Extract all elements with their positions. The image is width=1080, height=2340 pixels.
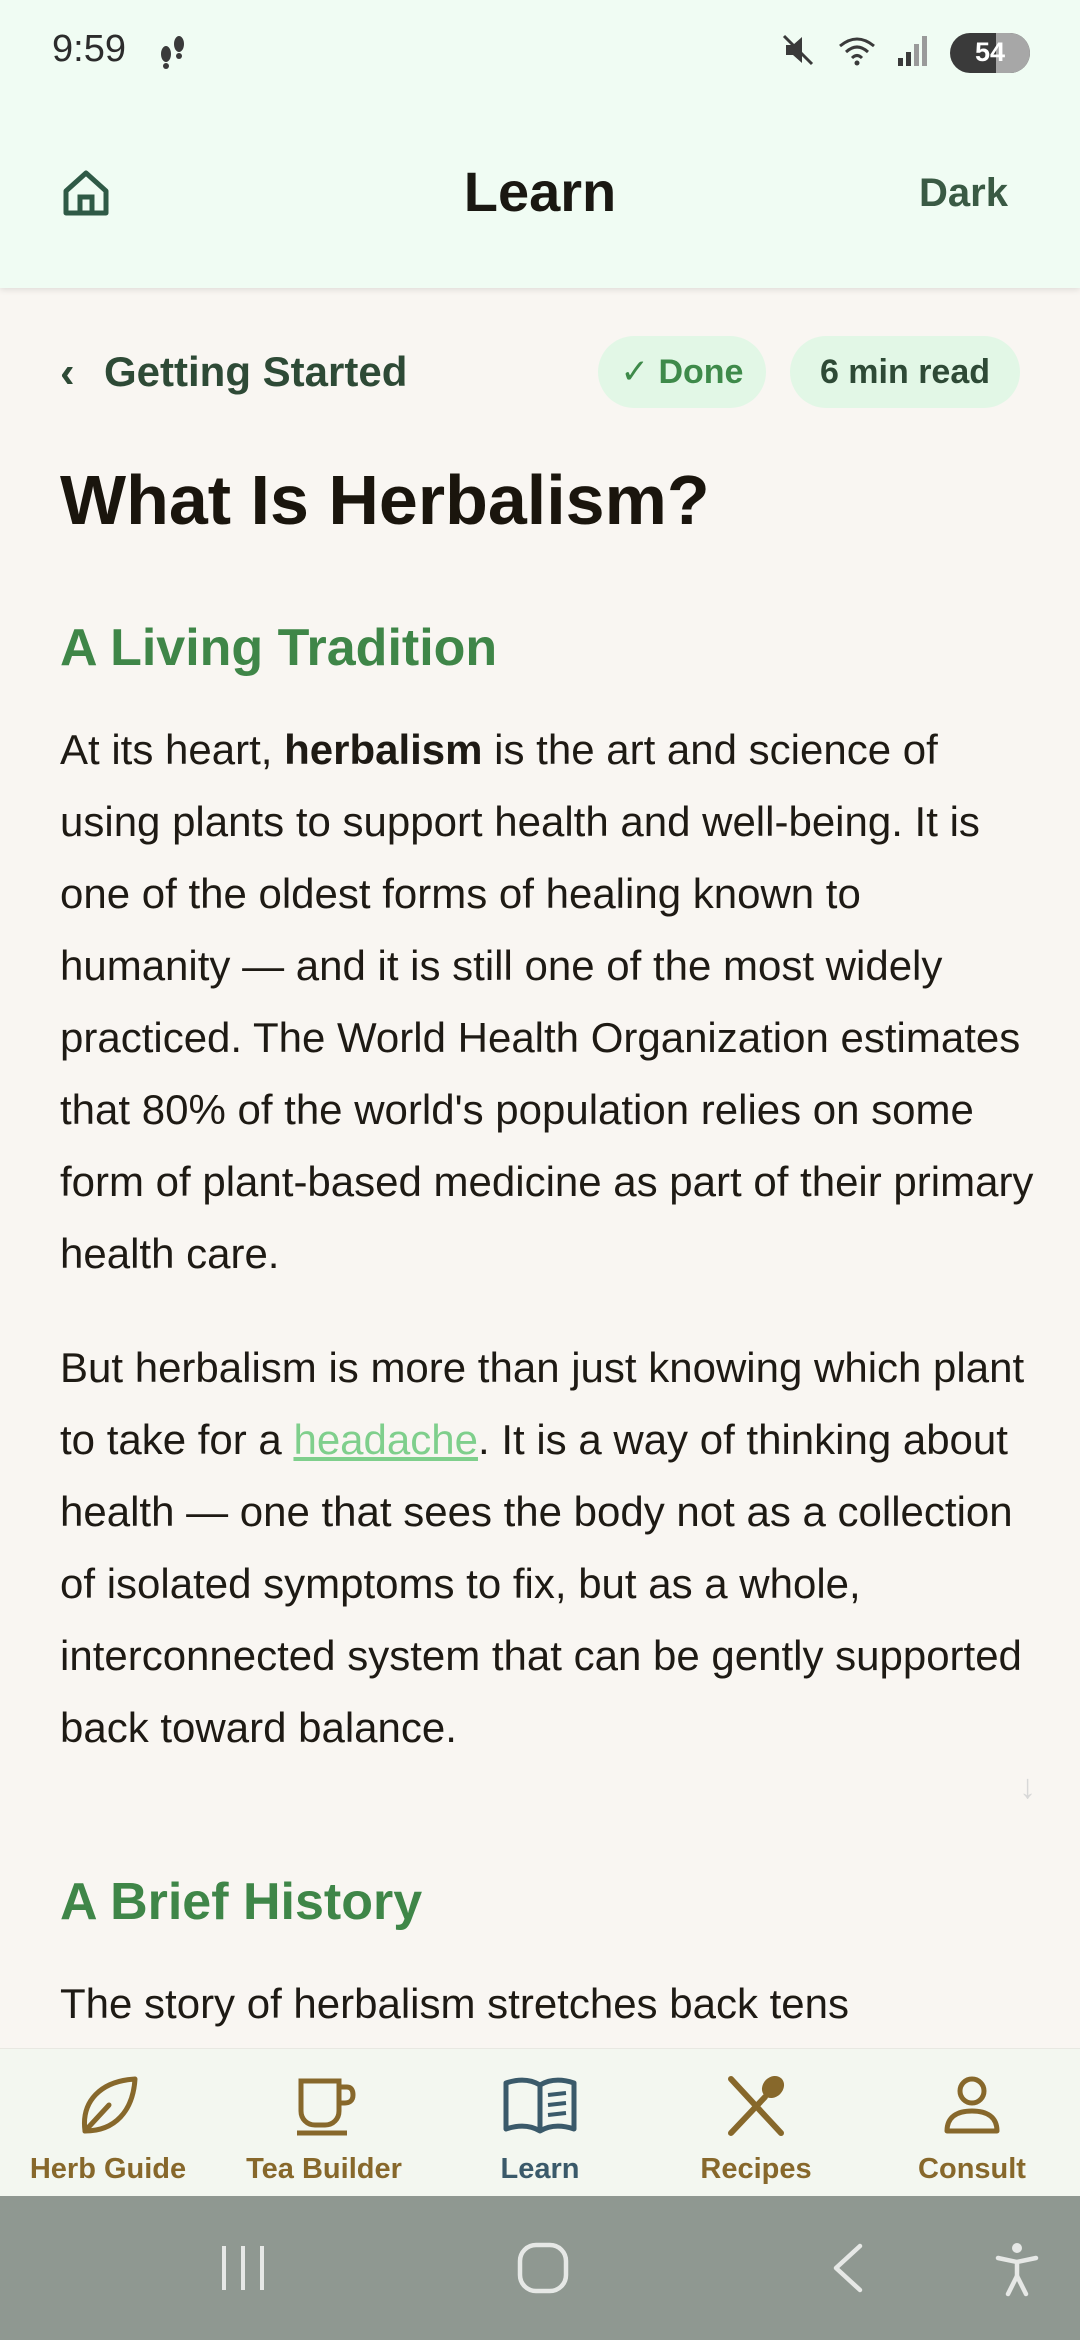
nav-label: Recipes — [700, 2153, 812, 2185]
status-time: 9:59 — [52, 28, 126, 70]
steps-icon — [152, 30, 192, 75]
article-title: What Is Herbalism? — [60, 461, 710, 539]
section-heading-living-tradition: A Living Tradition — [60, 619, 498, 677]
headache-link[interactable]: headache — [293, 1416, 478, 1463]
status-bar — [0, 0, 1080, 105]
battery-level: 54 — [974, 37, 1006, 67]
nav-label: Herb Guide — [29, 2153, 187, 2185]
back-chevron-icon[interactable]: ‹ — [60, 348, 75, 397]
nav-label: Consult — [918, 2153, 1026, 2185]
back-button-icon[interactable] — [826, 2240, 870, 2301]
book-icon — [432, 2071, 648, 2146]
article-content[interactable] — [0, 288, 1080, 2048]
nav-tea-builder[interactable] — [216, 2049, 432, 2197]
theme-toggle-button[interactable]: Dark — [919, 171, 1008, 215]
nav-learn[interactable] — [432, 2049, 648, 2197]
signal-icon — [896, 30, 932, 75]
home-button-icon[interactable] — [516, 2240, 570, 2301]
paragraph-way-of-thinking: But herbalism is more than just knowing which plant to take for a headache. It is a way of thinking about health — one that sees the body not as a collection of isolated symptoms to fix, but as a whole, interconnected system that can be gently supported back toward balance. — [60, 1344, 1025, 1751]
breadcrumb — [0, 330, 1080, 410]
app-header — [0, 105, 1080, 288]
nav-herb-guide[interactable] — [0, 2049, 216, 2197]
nav-recipes[interactable] — [648, 2049, 864, 2197]
top-bar — [0, 0, 1080, 288]
paragraph-history: The story of herbalism stretches back tens — [60, 1980, 849, 2027]
recent-apps-icon[interactable] — [216, 2240, 270, 2301]
nav-label: Learn — [500, 2153, 580, 2185]
term-herbalism: herbalism — [284, 726, 483, 773]
cup-icon — [216, 2071, 432, 2146]
status-icons — [778, 30, 1030, 75]
person-icon — [864, 2071, 1080, 2146]
breadcrumb-label[interactable]: Getting Started — [104, 348, 408, 395]
nav-consult[interactable] — [864, 2049, 1080, 2197]
utensils-icon — [648, 2071, 864, 2146]
read-time-badge: 6 min read — [790, 336, 1020, 408]
accessibility-icon[interactable] — [994, 2240, 1040, 2303]
battery-icon — [950, 33, 1030, 73]
section-heading-brief-history: A Brief History — [60, 1873, 423, 1931]
bottom-navigation — [0, 2048, 1080, 2197]
mute-icon — [778, 30, 818, 75]
scroll-down-arrow-icon: ↓ — [1019, 1768, 1036, 1806]
page-title: Learn — [463, 160, 617, 223]
leaf-icon — [0, 2071, 216, 2146]
wifi-icon — [836, 30, 878, 75]
system-navigation-bar — [0, 2196, 1080, 2340]
done-badge[interactable]: ✓ Done — [598, 336, 766, 408]
paragraph-intro: At its heart, herbalism is the art and science of using plants to support health and well-being. It is one of the oldest forms of healing known to humanity — and it is still one of the most widely practiced. The World Health Organization estimates that 80% of the world's population relies on some form of plant-based medicine as part of their primary health care. — [60, 726, 1034, 1277]
nav-label: Tea Builder — [246, 2153, 402, 2185]
